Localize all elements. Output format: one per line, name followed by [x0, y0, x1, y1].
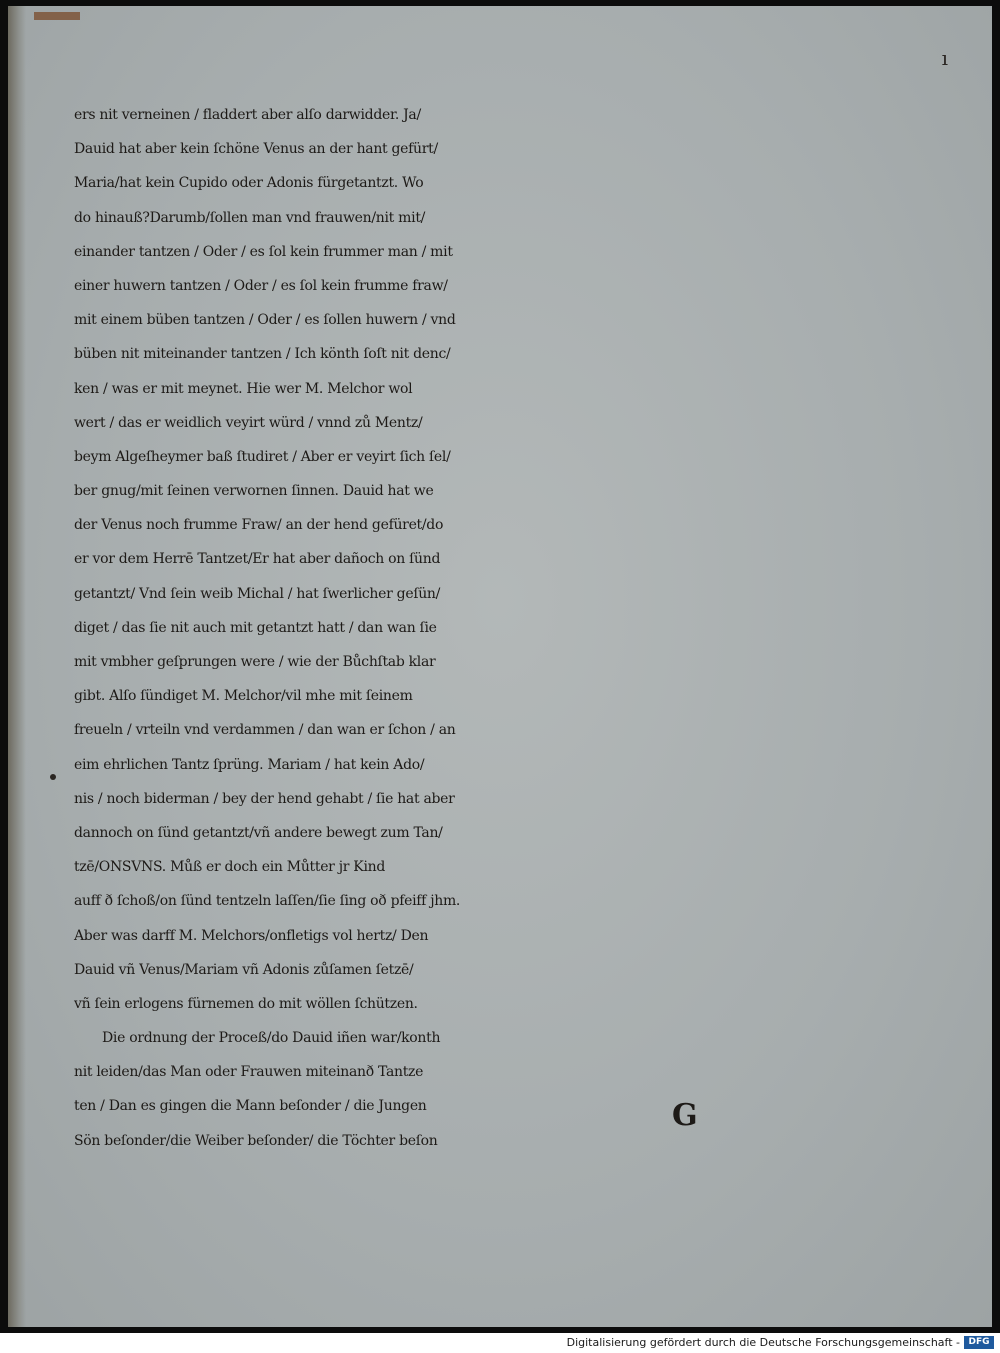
text-line: beym Algeſheymer baß ſtudiret / Aber er veyirt ſich ſel/ [74, 448, 451, 465]
text-line: Dauid vñ Venus/Mariam vñ Adonis zůſamen ſetzē/ [74, 961, 414, 978]
text-line: diget / das ſie nit auch mit getantzt hatt / dan wan ſie [74, 619, 437, 636]
text-line: Sön beſonder/die Weiber beſonder/ die Töchter beſon [74, 1132, 438, 1149]
text-line: freueln / vrteiln vnd verdammen / dan wan er ſchon / an [74, 722, 456, 739]
text-line: ken / was er mit meynet. Hie wer M. Melchor wol [74, 380, 413, 397]
book-page [8, 6, 992, 1327]
funding-notice: Digitalisierung gefördert durch die Deutsche Forschungsgemeinschaft - [566, 1336, 960, 1349]
text-line: einer huwern tantzen / Oder / es ſol kein frumme fraw/ [74, 277, 448, 294]
text-line: Die ordnung der Proceß/do Dauid iñen war/konth [102, 1030, 441, 1047]
text-line: ten / Dan es gingen die Mann beſonder / die Jungen [74, 1098, 427, 1115]
page-signature: G [672, 1098, 698, 1133]
text-line: eim ehrlichen Tantz ſprüng. Mariam / hat kein Ado/ [74, 756, 425, 773]
text-line: dannoch on ſünd getantzt/vñ andere bewegt zum Tan/ [74, 824, 443, 841]
edge-mark: ı [941, 46, 948, 70]
text-line: nis / noch biderman / bey der hend gehabt / ſie hat aber [74, 790, 455, 807]
text-line: getantzt/ Vnd ſein weib Michal / hat ſwerlicher geſün/ [74, 585, 441, 602]
text-line: do hinauß?Darumb/ſollen man vnd frauwen/nit mit/ [74, 209, 426, 226]
text-line: einander tantzen / Oder / es ſol kein frummer man / mit [74, 243, 453, 260]
text-line: der Venus noch frumme Fraw/ an der hend gefüret/do [74, 517, 444, 534]
text-line: er vor dem Herrē Tantzet/Er hat aber dañoch on ſünd [74, 551, 441, 568]
text-line: Maria/hat kein Cupido oder Adonis fürgetantzt. Wo [74, 175, 424, 192]
text-line: ber gnug/mit ſeinen verwornen ſinnen. Dauid hat we [74, 483, 434, 500]
text-line: büben nit miteinander tantzen / Ich könth ſoſt nit denc/ [74, 346, 451, 363]
text-line: Aber was darff M. Melchors/onfletigs vol hertz/ Den [74, 927, 429, 944]
text-line: vñ ſein erlogens fürnemen do mit wöllen ſchützen. [74, 995, 418, 1012]
text-line: auff ð ſchoß/on ſünd tentzeln laſſen/ſie ſing oð pfeiff jhm. [74, 893, 461, 910]
text-line: nit leiden/das Man oder Frauwen miteinanð Tantze [74, 1064, 424, 1081]
text-line: mit vmbher geſprungen were / wie der Bůchſtab klar [74, 654, 436, 670]
text-line: mit einem büben tantzen / Oder / es ſollen huwern / vnd [74, 312, 456, 329]
text-line: gibt. Alſo ſündiget M. Melchor/vil mhe mit ſeinem [74, 688, 413, 705]
text-line: wert / das er weidlich veyirt würd / vnnd zů Mentz/ [74, 414, 423, 431]
dfg-logo: DFG [964, 1336, 994, 1349]
text-line: Dauid hat aber kein ſchöne Venus an der hant gefürt/ [74, 141, 438, 158]
text-line: ers nit verneinen / fladdert aber alſo darwidder. Ja/ [74, 107, 421, 123]
page-spine-shadow [8, 6, 26, 1327]
text-line: tzē/ONSVNS. Můß er doch ein Můtter jr Kind [74, 859, 386, 876]
footer-bar [0, 1333, 1000, 1353]
margin-dot [50, 774, 56, 780]
page-text-block [74, 98, 774, 1158]
page-stain-mark [34, 12, 80, 20]
